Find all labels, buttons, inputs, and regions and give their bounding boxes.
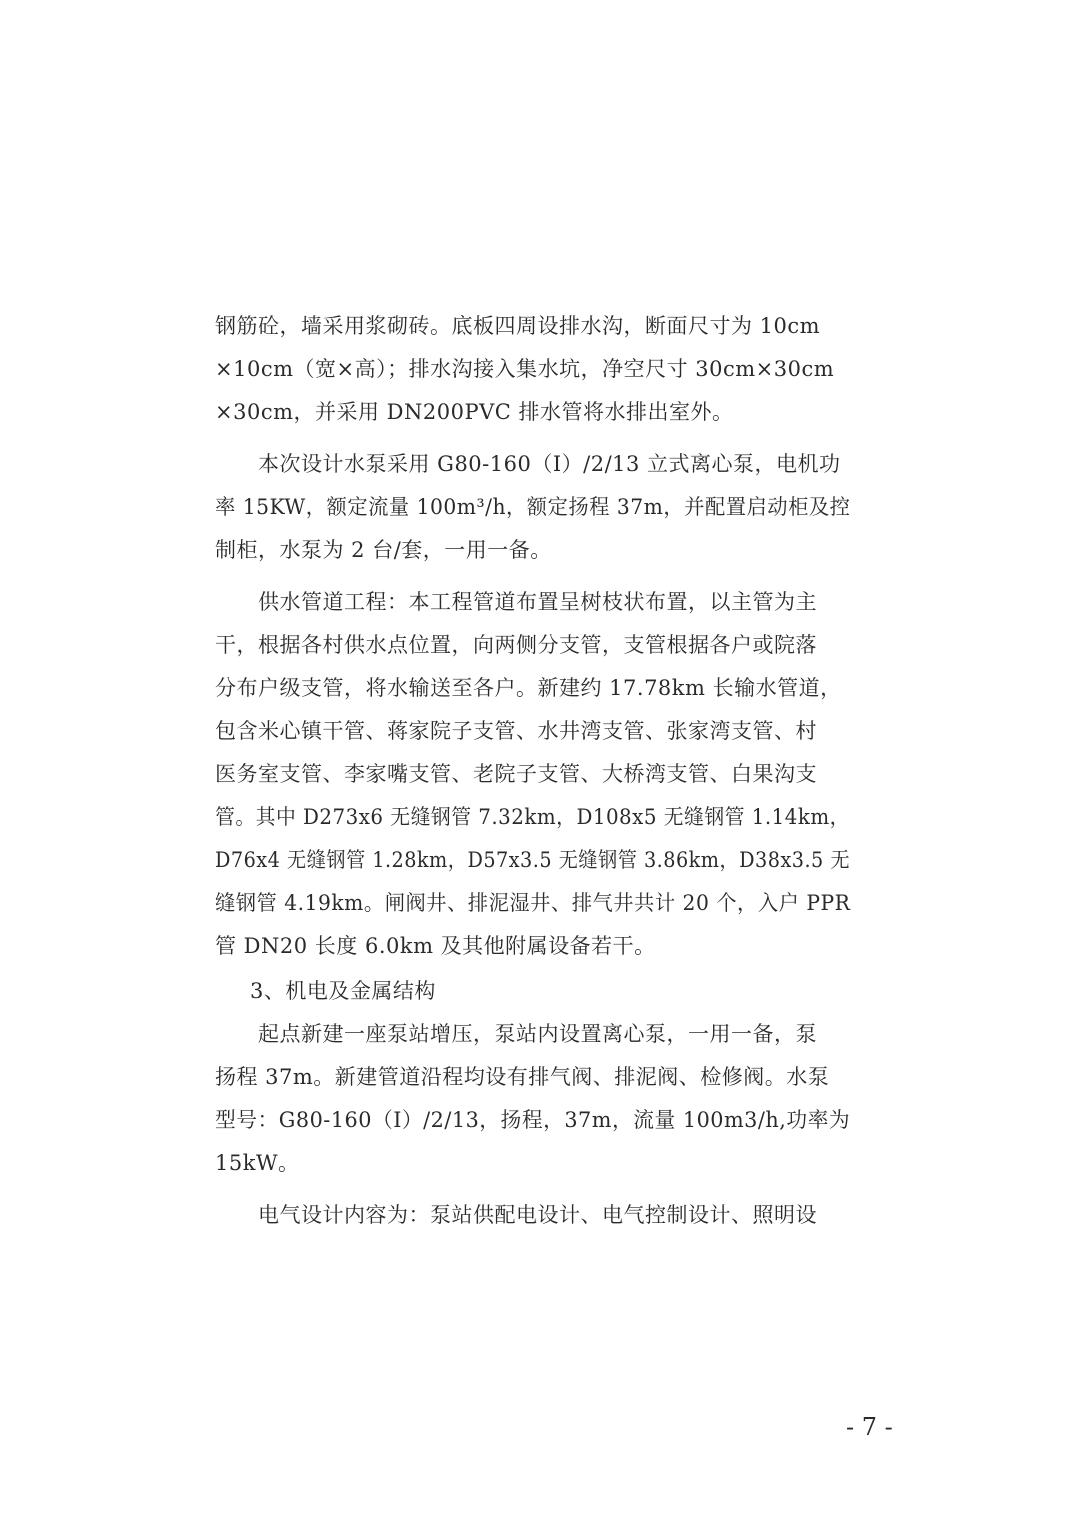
text-line: 本次设计水泵采用 G80-160（I）/2/13 立式离心泵，电机功 (258, 452, 841, 476)
text-line: ×30cm，并采用 DN200PVC 排水管将水排出室外。 (215, 400, 734, 424)
text-line: 率 15KW，额定流量 100m³/h，额定扬程 37m，并配置启动柜及控 (215, 495, 851, 519)
text-line: 供水管道工程：本工程管道布置呈树枝状布置，以主管为主 (258, 590, 817, 614)
text-line: ×10cm（宽×高）；排水沟接入集水坑，净空尺寸 30cm×30cm (215, 357, 835, 381)
text-line: 包含米心镇干管、蒋家院子支管、水井湾支管、张家湾支管、村 (215, 719, 817, 743)
text-line: 制柜，水泵为 2 台/套，一用一备。 (215, 538, 552, 562)
text-line: 医务室支管、李家嘴支管、老院子支管、大桥湾支管、白果沟支 (215, 762, 817, 786)
text-line: 钢筋砼，墙采用浆砌砖。底板四周设排水沟，断面尺寸为 10cm (215, 314, 821, 338)
text-line: 型号：G80-160（I）/2/13，扬程，37m，流量 100m3/h,功率为 (215, 1108, 851, 1132)
text-line: 电气设计内容为：泵站供配电设计、电气控制设计、照明设 (258, 1203, 817, 1227)
text-line: 干，根据各村供水点位置，向两侧分支管，支管根据各户或院落 (215, 633, 817, 657)
text-line: 分布户级支管，将水输送至各户。新建约 17.78km 长输水管道， (215, 676, 842, 700)
page-number: - 7 - (846, 1413, 893, 1441)
text-line: 管。其中 D273x6 无缝钢管 7.32km，D108x5 无缝钢管 1.14km， (215, 805, 850, 829)
text-line: 管 DN20 长度 6.0km 及其他附属设备若干。 (215, 934, 656, 958)
text-line: 15kW。 (215, 1151, 300, 1175)
text-line: D76x4 无缝钢管 1.28km，D57x3.5 无缝钢管 3.86km，D38x3.5 无 (215, 848, 851, 872)
text-line: 起点新建一座泵站增压，泵站内设置离心泵，一用一备，泵 (258, 1022, 817, 1046)
section-heading: 3、机电及金属结构 (250, 979, 436, 1003)
text-line: 缝钢管 4.19km。闸阀井、排泥湿井、排气井共计 20 个，入户 PPR (215, 891, 851, 915)
text-line: 扬程 37m。新建管道沿程均设有排气阀、排泥阀、检修阀。水泵 (215, 1065, 830, 1089)
